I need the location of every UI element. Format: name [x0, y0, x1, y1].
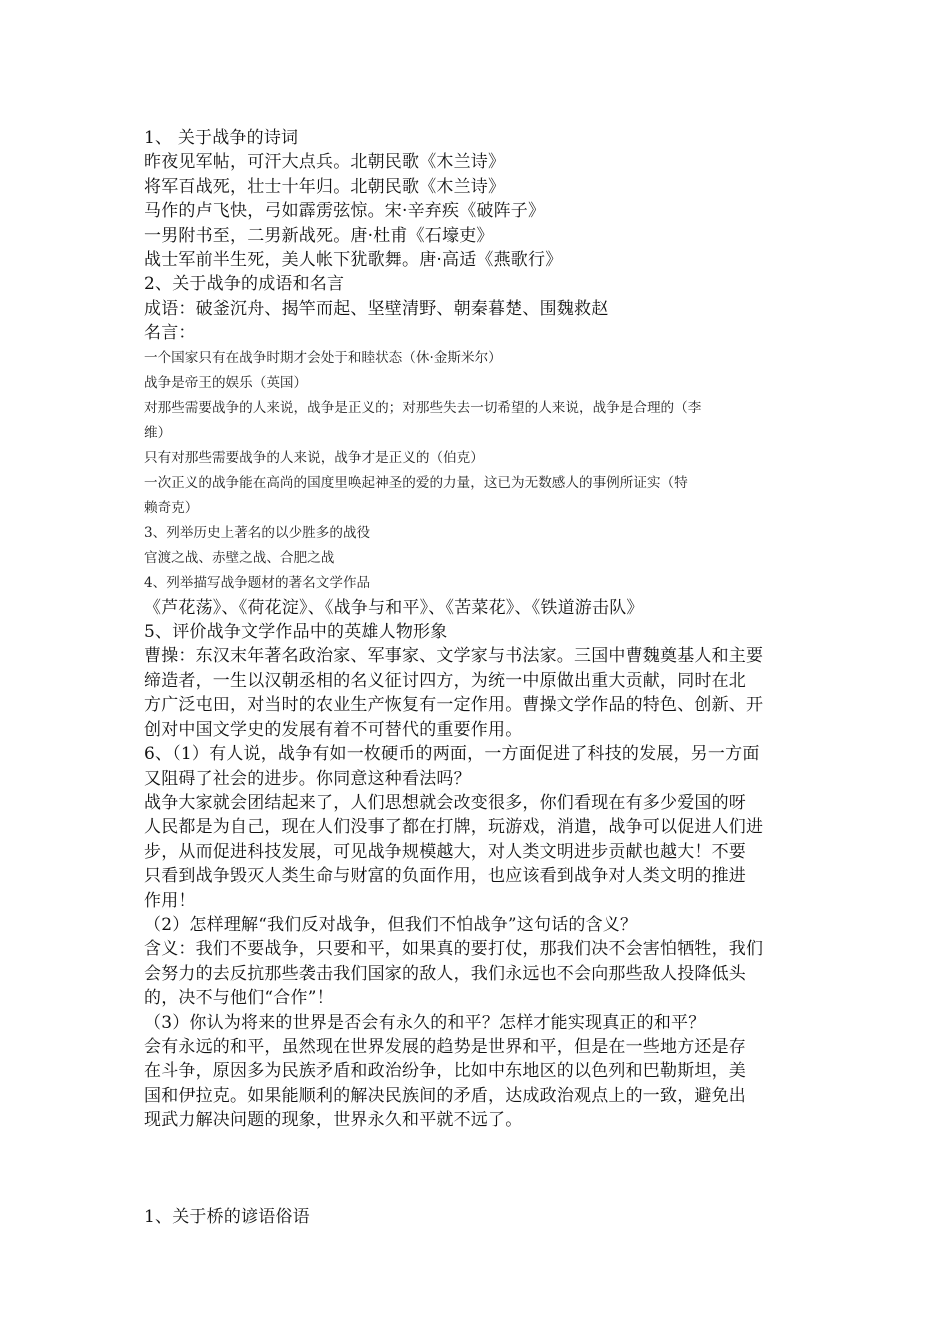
hero-paragraph-line: 方广泛屯田，对当时的农业生产恢复有一定作用。曹操文学作品的特色、创新、开: [144, 695, 764, 716]
battles-line: 官渡之战、赤壁之战、合肥之战: [144, 549, 335, 566]
poem-line: 将军百战死，壮士十年归。北朝民歌《木兰诗》: [144, 176, 506, 197]
heading-heroes: 5、评价战争文学作品中的英雄人物形象: [144, 622, 448, 643]
quote-line: 维）: [144, 424, 172, 441]
poem-line: 一男附书至，二男新战死。唐·杜甫《石壕吏》: [144, 225, 494, 246]
answer-line: 只看到战争毁灭人类生命与财富的负面作用，也应该看到战争对人类文明的推进: [144, 866, 746, 887]
quote-line: 一次正义的战争能在高尚的国度里唤起神圣的爱的力量，这已为无数感人的事例所证实（特: [144, 474, 688, 491]
question-line: （3）你认为将来的世界是否会有永久的和平？怎样才能实现真正的和平？: [144, 1012, 706, 1033]
heading-bridge-proverbs: 1、关于桥的谚语俗语: [144, 1206, 310, 1227]
quote-line: 战争是帝王的娱乐（英国）: [144, 374, 308, 391]
poem-line: 昨夜见军帖，可汗大点兵。北朝民歌《木兰诗》: [144, 152, 506, 173]
question-line: （2）怎样理解“我们反对战争，但我们不怕战争”这句话的含义？: [144, 914, 638, 935]
quote-line: 赖奇克）: [144, 499, 199, 516]
hero-paragraph-line: 创对中国文学史的发展有着不可替代的重要作用。: [144, 719, 523, 740]
quotes-label: 名言：: [144, 323, 196, 344]
poem-line: 战士军前半生死，美人帐下犹歌舞。唐·高适《燕歌行》: [144, 250, 563, 271]
answer-line: 的，决不与他们“合作”！: [144, 988, 334, 1009]
poem-line: 马作的卢飞快，弓如霹雳弦惊。宋·辛弃疾《破阵子》: [144, 201, 546, 222]
hero-paragraph-line: 曹操：东汉末年著名政治家、军事家、文学家与书法家。三国中曹魏奠基人和主要: [144, 646, 764, 667]
heading-poems: 1、 关于战争的诗词: [144, 128, 299, 148]
answer-line: 国和伊拉克。如果能顺利的解决民族间的矛盾，达成政治观点上的一致，避免出: [144, 1085, 746, 1106]
heading-works: 4、列举描写战争题材的著名文学作品: [144, 574, 371, 591]
answer-line: 步，从而促进科技发展，可见战争规模越大，对人类文明进步贡献也越大！不要: [144, 841, 746, 862]
quote-line: 一个国家只有在战争时期才会处于和睦状态（休·金斯米尔）: [144, 349, 502, 366]
works-line: 《芦花荡》、《荷花淀》、《战争与和平》、《苦菜花》、《铁道游击队》: [144, 597, 644, 618]
heading-idioms: 2、关于战争的成语和名言: [144, 274, 345, 295]
answer-line: 含义：我们不要战争，只要和平，如果真的要打仗，那我们决不会害怕牺牲，我们: [144, 939, 764, 960]
answer-line: 战争大家就会团结起来了，人们思想就会改变很多，你们看现在有多少爱国的呀: [144, 792, 746, 813]
section-gap: [144, 1133, 814, 1205]
question-line: 又阻碍了社会的进步。你同意这种看法吗？: [144, 768, 471, 789]
answer-line: 人民都是为自己，现在人们没事了都在打牌，玩游戏，消遣，战争可以促进人们进: [144, 817, 764, 838]
quote-line: 对那些需要战争的人来说，战争是正义的；对那些失去一切希望的人来说，战争是合理的（李: [144, 399, 702, 416]
answer-line: 会有永远的和平，虽然现在世界发展的趋势是世界和平，但是在一些地方还是存: [144, 1036, 746, 1057]
answer-line: 作用！: [144, 890, 196, 911]
idioms-line: 成语：破釜沉舟、揭竿而起、坚壁清野、朝秦暮楚、围魏救赵: [144, 298, 609, 319]
answer-line: 现武力解决问题的现象，世界永久和平就不远了。: [144, 1110, 523, 1131]
question-line: 6、（1）有人说，战争有如一枚硬币的两面，一方面促进了科技的发展，另一方面: [144, 744, 760, 765]
document-page: [144, 126, 814, 1229]
heading-battles: 3、列举历史上著名的以少胜多的战役: [144, 524, 371, 541]
hero-paragraph-line: 缔造者，一生以汉朝丞相的名义征讨四方，为统一中原做出重大贡献，同时在北: [144, 670, 746, 691]
answer-line: 会努力的去反抗那些袭击我们国家的敌人，我们永远也不会向那些敌人投降低头: [144, 963, 746, 984]
quote-line: 只有对那些需要战争的人来说，战争才是正义的（伯克）: [144, 449, 484, 466]
answer-line: 在斗争，原因多为民族矛盾和政治纷争，比如中东地区的以色列和巴勒斯坦，美: [144, 1061, 746, 1082]
